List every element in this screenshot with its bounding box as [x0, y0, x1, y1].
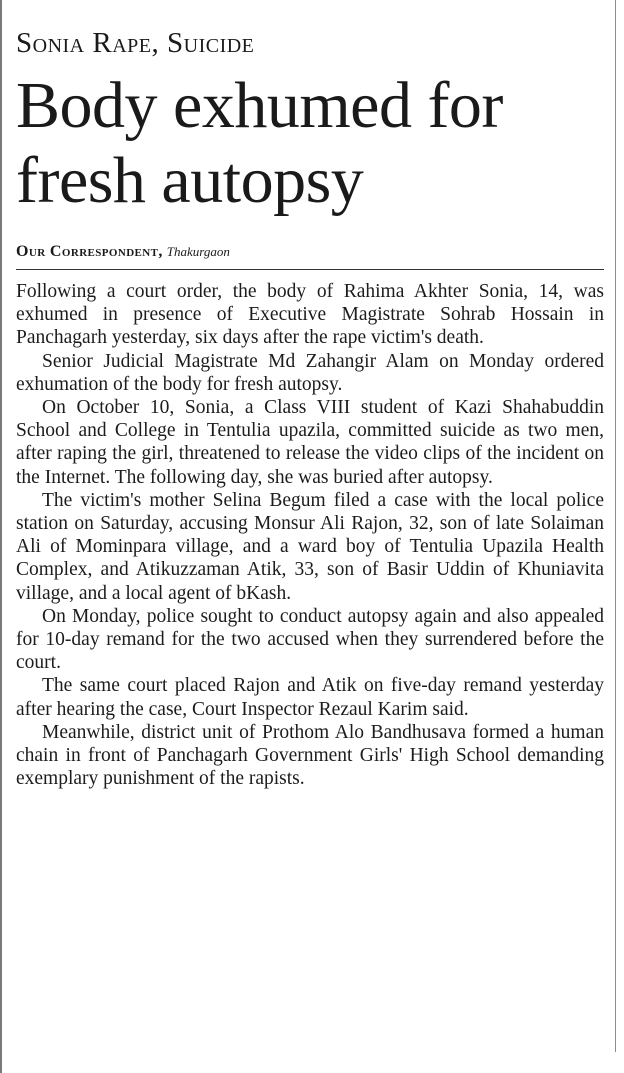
paragraph-7: Meanwhile, district unit of Prothom Alo Bandhusava formed a human chain in front of Panchagarh Government Girls' High School demanding exemplary punishment of the rapists.	[16, 721, 604, 790]
byline-place: Thakurgaon	[166, 244, 230, 259]
news-article	[16, 0, 604, 790]
headline-line-1: Body exhumed for	[16, 69, 503, 142]
paragraph-5: On Monday, police sought to conduct autopsy again and also appealed for 10-day remand for the two accused when they surrendered before the court.	[16, 605, 604, 674]
paragraph-6: The same court placed Rajon and Atik on five-day remand yesterday after hearing the case, Court Inspector Rezaul Karim said.	[16, 675, 604, 720]
article-headline	[16, 68, 604, 218]
byline-reporter: Our Correspondent,	[16, 243, 163, 260]
byline-divider	[16, 269, 604, 270]
paragraph-4: The victim's mother Selina Begum filed a case with the local police station on Saturday, accusing Monsur Ali Rajon, 32, son of late Solaiman Ali of Mominpara village, and a ward boy of Tentulia Upazila Health Complex, and Atikuzzaman Atik, 33, son of Basir Uddin of Khuniavita village, and a local agent of bKash.	[16, 489, 604, 604]
headline-line-2: fresh autopsy	[16, 144, 364, 217]
left-column-rule	[0, 0, 2, 1073]
paragraph-3: On October 10, Sonia, a Class VIII student of Kazi Shahabuddin School and College in Tentulia upazila, committed suicide as two men, after raping the girl, threatened to release the video clips of the incident on the Internet. The following day, she was buried after autopsy.	[16, 397, 604, 488]
paragraph-2: Senior Judicial Magistrate Md Zahangir Alam on Monday ordered exhumation of the body for fresh autopsy.	[16, 350, 604, 395]
article-kicker: Sonia Rape, Suicide	[16, 27, 255, 59]
article-body	[16, 280, 604, 790]
article-byline	[16, 242, 604, 262]
right-column-rule	[615, 0, 616, 1052]
paragraph-1: Following a court order, the body of Rahima Akhter Sonia, 14, was exhumed in presence of Executive Magistrate Sohrab Hossain in Panchagarh yesterday, six days after the rape victim's death.	[16, 281, 604, 349]
